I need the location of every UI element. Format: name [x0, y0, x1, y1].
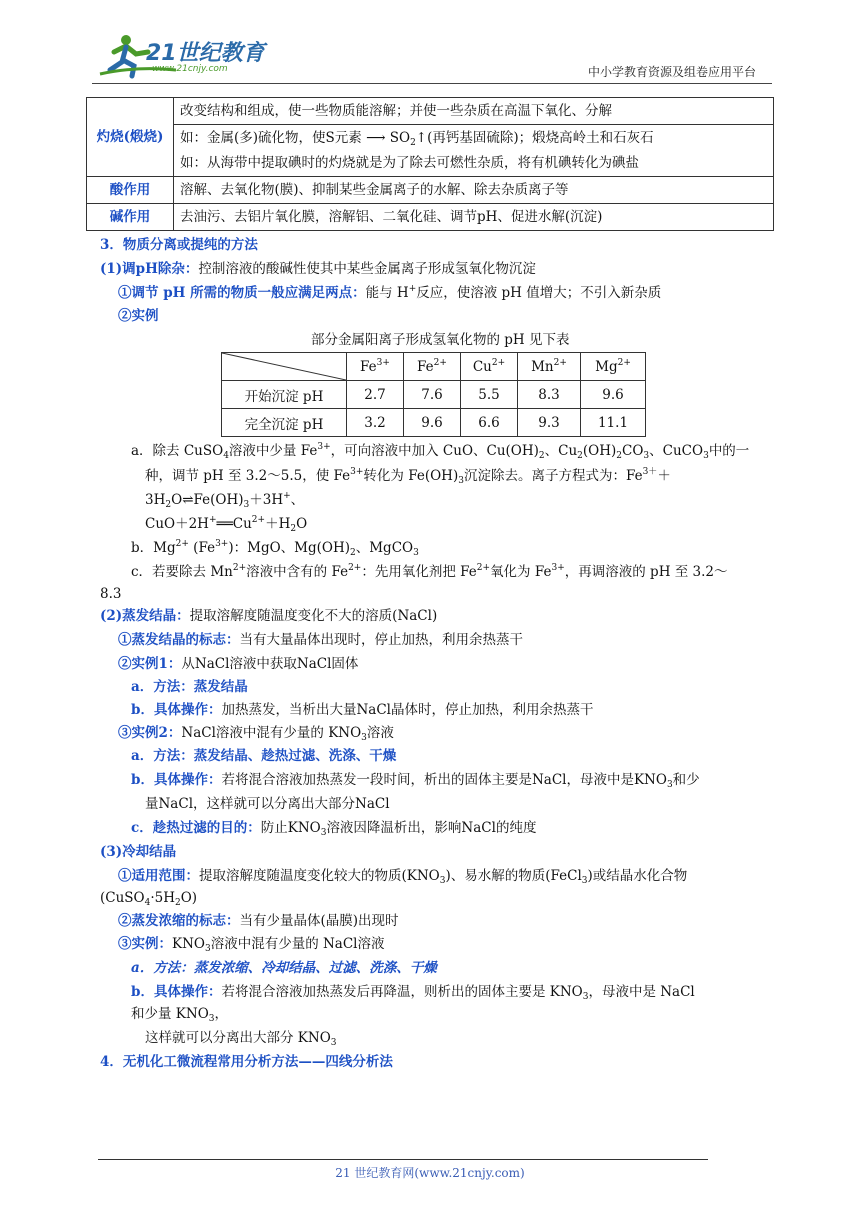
calcination-line-2a: 如：金属(多)硫化物，使S元素 [180, 130, 362, 146]
item-c-line-1: c．若要除去 $Mn^{2+}$溶液中含有的 $Fe^{2+}$：先用氧化剂把 $Fe^{2+}$氧化为 $Fe^{3+}$，再调溶液的 pH 至 3.2～ [131, 563, 728, 580]
evaporation-sign-line: ①蒸发结晶的标志：当有大量晶体出现时，停止加热，利用余热蒸干 [118, 632, 523, 648]
operation-table [86, 97, 774, 231]
item-a-line-2: 种，调节 pH 至 3.2～5.5，使 $Fe^{3+}$转化为 $Fe(OH)_3$沉淀除去。离子方程式为：$Fe^{3+}+$ [145, 467, 671, 486]
diagonal-line-icon [222, 353, 346, 380]
cooling-example-operation-1: b．具体操作：若将混合溶液加热蒸发后再降温，则析出的固体主要是 $KNO_3$，母液中是 NaCl [131, 984, 695, 1002]
ph-removal-line: (1)调pH除杂：控制溶液的酸碱性使其中某些金属离子形成氢氧化物沉淀 [100, 261, 536, 277]
base-text: 去油污、去铝片氧化膜，溶解铝、二氧化硅、调节pH、促进水解(沉淀) [174, 204, 774, 231]
header-divider [92, 83, 772, 84]
col-fe2: $Fe^{2+}$ [404, 353, 461, 381]
row-head-acid: 酸作用 [87, 177, 174, 204]
example1-operation: b．具体操作：加热蒸发，当析出大量NaCl晶体时，停止加热，利用余热蒸干 [131, 702, 594, 718]
calcination-examples: 如：金属(多)硫化物，使S元素 ⟶ $SO_2↑$(再钙基固硫除)；煅烧高岭土和石灰石 如：从海带中提取碘时的灼烧就是为了除去可燃性杂质，将有机碘转化为碘盐 [174, 125, 774, 177]
diagonal-header-cell [222, 353, 347, 381]
cooling-range-line-2: $(CuSO_4\cdot 5H_2O)$ [100, 890, 198, 908]
evaporation-line: (2)蒸发结晶：提取溶解度随温度变化不大的溶质(NaCl) [100, 608, 438, 624]
hot-filter-purpose: c．趁热过滤的目的：防止$KNO_3$溶液因降温析出，影响NaCl的纯度 [131, 820, 537, 838]
col-mn2: $Mn^{2+}$ [518, 353, 581, 381]
item-a-line-4: $CuO+2H^+══Cu^{2+}+H_2O$ [145, 515, 308, 534]
cell: 2.7 [347, 381, 404, 409]
logo-url: www.21cnjy.com [152, 64, 228, 74]
logo-text: 21世纪教育 [146, 41, 265, 66]
item-a-line-3: $3H_2O\rightleftharpoons Fe(OH)_3+3H^+$、 [145, 491, 305, 510]
row-head-base: 碱作用 [87, 204, 174, 231]
example2-operation-1: b．具体操作：若将混合溶液加热蒸发一段时间，析出的固体主要是NaCl，母液中是$KNO_3$和少 [131, 772, 700, 790]
cooling-example-line: ③实例：$KNO_3$溶液中混有少量的 NaCl溶液 [118, 936, 385, 954]
cooling-example-method: a．方法：蒸发浓缩、冷却结晶、过滤、洗涤、干燥 [131, 960, 437, 976]
site-logo [96, 30, 266, 82]
calcination-line-1: 改变结构和组成，使一些物质能溶解；并使一些杂质在高温下氧化、分解 [174, 98, 774, 125]
cooling-example-operation-2: 和少量 $KNO_3$， [131, 1006, 228, 1024]
cell: 7.6 [404, 381, 461, 409]
cell: 11.1 [581, 409, 646, 437]
table-row [222, 381, 646, 409]
item-c-line-2: 8.3 [100, 586, 122, 602]
cell: 5.5 [461, 381, 518, 409]
section-3-title: 3．物质分离或提纯的方法 [100, 237, 258, 253]
cell: 6.6 [461, 409, 518, 437]
item-b-line: b．$Mg^{2+}$ $(Fe^{3+})$：MgO、$Mg(OH)_2$、MgCO$_3$ [131, 539, 419, 558]
example-label: ②实例 [118, 308, 159, 324]
example1-line: ②实例1：从NaCl溶液中获取NaCl固体 [118, 656, 359, 672]
calcination-line-2b: (再钙基固硫除)；煅烧高岭土和石灰石 [427, 130, 654, 146]
ph-requirements-line: ①调节 pH 所需的物质一般应满足两点：能与 H+反应，使溶液 pH 值增大；不引入新杂质 [118, 284, 662, 301]
row-label-start: 开始沉淀 pH [222, 381, 347, 409]
cooling-example-operation-3: 这样就可以分离出大部分 $KNO_3$ [145, 1030, 337, 1048]
acid-text: 溶解、去氧化物(膜)、抑制某些金属离子的水解、除去杂质离子等 [174, 177, 774, 204]
example2-method: a．方法：蒸发结晶、趁热过滤、洗涤、干燥 [131, 748, 397, 764]
col-fe3: $Fe^{3+}$ [347, 353, 404, 381]
cell: 9.6 [581, 381, 646, 409]
equilibrium-arrow-icon: ⇌ [182, 492, 194, 508]
footer-text: 21 世纪教育网(www.21cnjy.com) [335, 1166, 525, 1180]
table-row [222, 409, 646, 437]
table-caption: 部分金属阳离子形成氢氧化物的 pH 见下表 [311, 332, 570, 348]
cooling-range-line-1: ①适用范围：提取溶解度随温度变化较大的物质$(KNO_3)$、易水解的物质(FeCl$_3$)或结晶水化合物 [118, 868, 688, 886]
concentration-sign-line: ②蒸发浓缩的标志：当有少量晶体(晶膜)出现时 [118, 913, 399, 929]
example1-method: a．方法：蒸发结晶 [131, 679, 248, 695]
cell: 9.6 [404, 409, 461, 437]
row-label-complete: 完全沉淀 pH [222, 409, 347, 437]
calcination-line-3: 如：从海带中提取碘时的灼烧就是为了除去可燃性杂质，将有机碘转化为碘盐 [180, 155, 639, 171]
cell: 3.2 [347, 409, 404, 437]
col-cu2: $Cu^{2+}$ [461, 353, 518, 381]
example2-operation-2: 量NaCl，这样就可以分离出大部分NaCl [145, 796, 390, 812]
item-a-line-1: a．除去 CuSO$_4$溶液中少量 $Fe^{3+}$，可向溶液中加入 CuO、$Cu(OH)_2$、$Cu_2(OH)_2CO_3$、CuCO$_3$中的一 [131, 442, 750, 461]
section-4-title: 4．无机化工微流程常用分析方法——四线分析法 [100, 1054, 393, 1070]
cell: 9.3 [518, 409, 581, 437]
footer-divider [98, 1159, 708, 1160]
cooling-crystallization-title: (3)冷却结晶 [100, 844, 177, 860]
ph-table [221, 352, 646, 437]
col-mg2: $Mg^{2+}$ [581, 353, 646, 381]
arrow-icon: ⟶ [361, 130, 390, 146]
example2-line: ③实例2：NaCl溶液中混有少量的 $KNO_3$溶液 [118, 725, 394, 743]
platform-name: 中小学教育资源及组卷应用平台 [587, 65, 756, 79]
cell: 8.3 [518, 381, 581, 409]
row-head-calcination: 灼烧(煅烧) [87, 98, 174, 177]
